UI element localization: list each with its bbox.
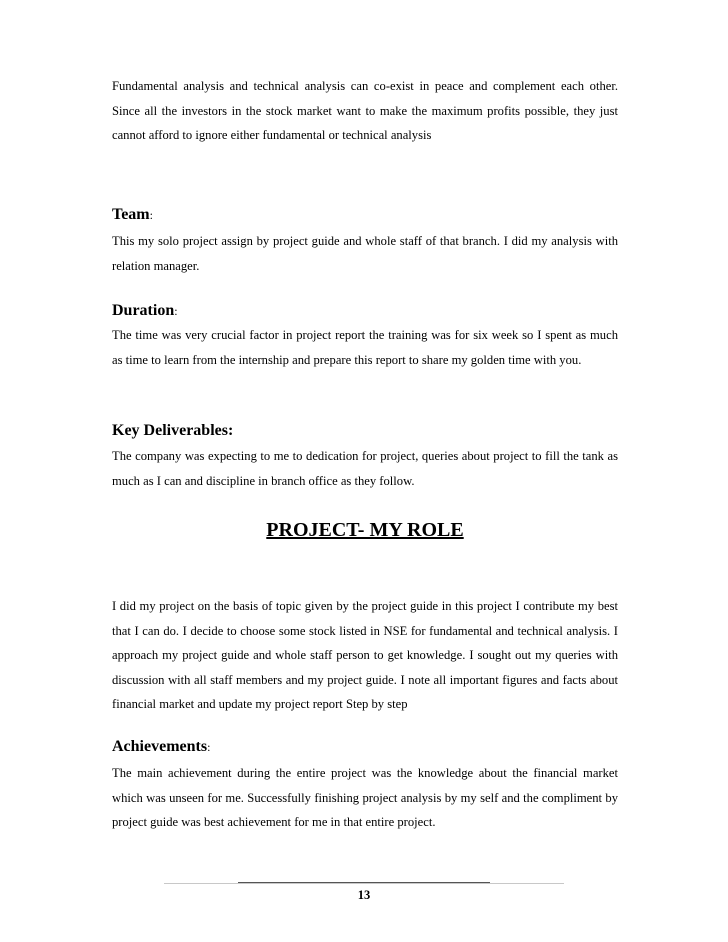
deliverables-heading: Key Deliverables:: [112, 422, 234, 439]
duration-heading-colon: :: [174, 304, 178, 318]
intro-paragraph: Fundamental analysis and technical analysis can co-exist in peace and complement each other. Since all the investors in the stock market want to make the maximum profits possible, they just cannot afford to ignore either fundamental or technical analysis: [112, 79, 618, 143]
achievements-paragraph: The main achievement during the entire project was the knowledge about the financial market which was unseen for me. Successfully finishing project analysis by my self and the compliment by project guide was best achievement for me in that entire project.: [112, 766, 618, 830]
achievements-heading: [112, 737, 210, 757]
achievements-heading-colon: :: [207, 740, 211, 754]
page-number: 13: [357, 888, 371, 902]
team-heading: [112, 205, 153, 225]
project-role-title: PROJECT- MY ROLE: [266, 519, 464, 541]
duration-heading: [112, 301, 178, 321]
team-heading-colon: :: [149, 208, 153, 222]
team-heading-text: Team: [112, 206, 150, 223]
duration-heading-text: Duration: [112, 302, 175, 319]
deliverables-paragraph: The company was expecting to me to dedication for project, queries about project to fill the tank as much as I can and discipline in branch office as they follow.: [112, 449, 618, 488]
achievements-heading-text: Achievements: [112, 738, 208, 755]
duration-paragraph: The time was very crucial factor in project report the training was for six week so I spent as much as time to learn from the internship and prepare this report to share my golden time with you.: [112, 328, 618, 367]
project-role-paragraph: I did my project on the basis of topic given by the project guide in this project I contribute my best that I can do. I decide to choose some stock listed in NSE for fundamental and technical analysis. I approach my project guide and whole staff person to get knowledge. I sought out my queries with discussion with all staff members and my project guide. I note all important figures and facts about financial market and update my project report Step by step: [112, 599, 618, 712]
team-paragraph: This my solo project assign by project guide and whole staff of that branch. I did my analysis with relation manager.: [112, 234, 618, 273]
footer-rule: [164, 883, 564, 884]
footer-rule-accent: [238, 882, 490, 883]
